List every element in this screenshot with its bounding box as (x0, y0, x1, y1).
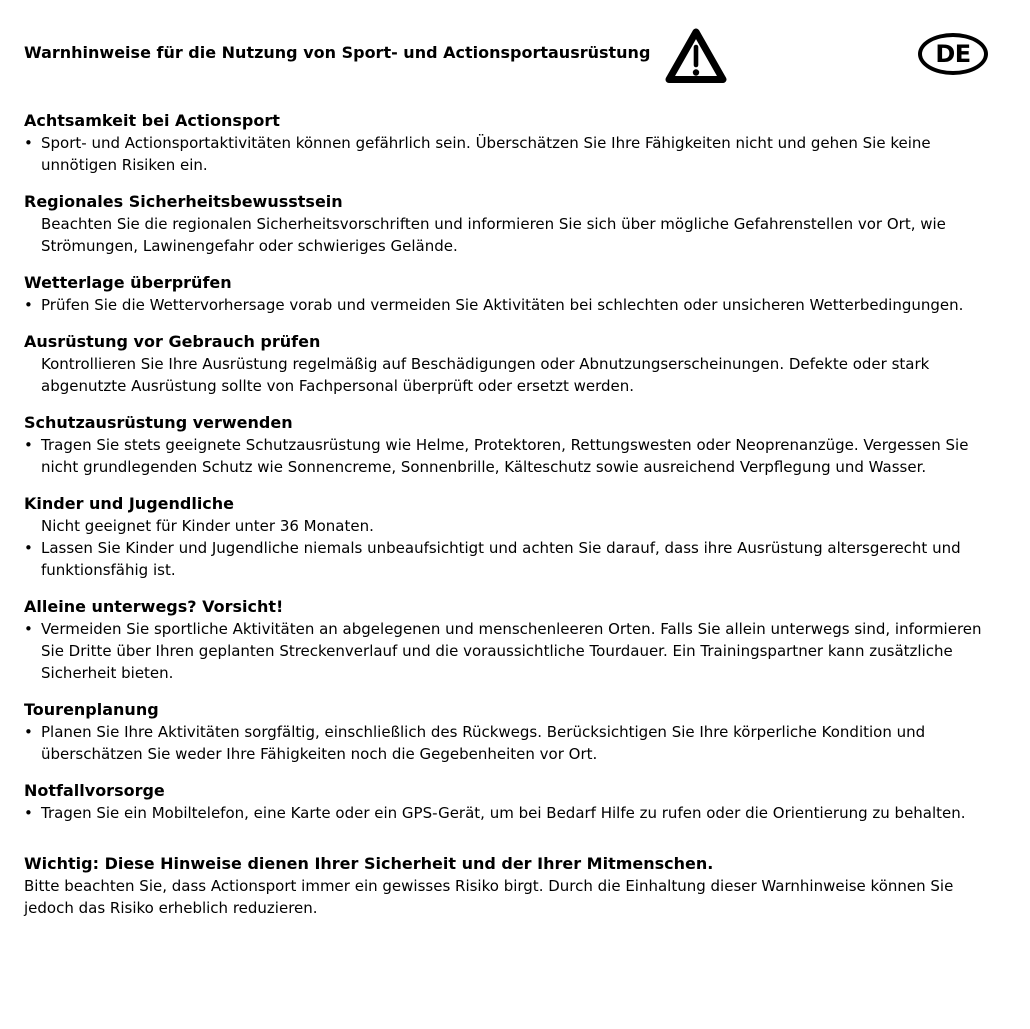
section-schutzausruestung-verwenden (24, 412, 1000, 478)
section-heading: Schutzausrüstung verwenden (24, 413, 293, 432)
list-item (24, 515, 1000, 537)
bullet-marker: • (24, 804, 33, 822)
language-badge-label: DE (935, 40, 971, 68)
item-text: Lassen Sie Kinder und Jugendliche niemals unbeaufsichtigt und achten Sie darauf, dass ihre Ausrüstung altersgerecht und funktionsfähig ist. (41, 539, 961, 579)
section-heading: Notfallvorsorge (24, 781, 165, 800)
section-notfallvorsorge (24, 780, 1000, 824)
list-item (24, 434, 1000, 478)
bullet-marker: • (24, 296, 33, 314)
section-achtsamkeit-bei-actionsport (24, 110, 1000, 176)
item-text: Nicht geeignet für Kinder unter 36 Monaten. (41, 517, 374, 535)
language-badge-oval (918, 33, 988, 75)
bullet-marker: • (24, 436, 33, 454)
warning-triangle-icon (665, 27, 727, 89)
section-ausruestung-vor-gebrauch-pruefen (24, 331, 1000, 397)
item-text: Planen Sie Ihre Aktivitäten sorgfältig, einschließlich des Rückwegs. Berücksichtigen Sie Ihre körperliche Kondition und überschätzen Sie weder Ihre Fähigkeiten noch die Gegebenheiten vor Ort. (41, 723, 926, 763)
section-heading: Alleine unterwegs? Vorsicht! (24, 597, 284, 616)
indent-spacer (24, 515, 41, 537)
list-item (24, 537, 1000, 581)
section-kinder-und-jugendliche (24, 493, 1000, 581)
section-heading: Tourenplanung (24, 700, 159, 719)
item-text: Sport- und Actionsportaktivitäten können gefährlich sein. Überschätzen Sie Ihre Fähigkeiten nicht und gehen Sie keine unnötigen Risiken ein. (41, 134, 931, 174)
section-heading: Ausrüstung vor Gebrauch prüfen (24, 332, 321, 351)
section-wetterlage-ueberpruefen (24, 272, 1000, 316)
warning-sections (24, 110, 1000, 824)
item-text: Beachten Sie die regionalen Sicherheitsvorschriften und informieren Sie sich über mögliche Gefahrenstellen vor Ort, wie Strömungen, Lawinengefahr oder schwieriges Gelände. (41, 215, 946, 255)
document-header (24, 27, 1000, 89)
item-text: Prüfen Sie die Wettervorhersage vorab und vermeiden Sie Aktivitäten bei schlechten oder unsicheren Wetterbedingungen. (41, 296, 964, 314)
item-text: Vermeiden Sie sportliche Aktivitäten an abgelegenen und menschenleeren Orten. Falls Sie allein unterwegs sind, informieren Sie Dritte über Ihren geplanten Streckenverlauf und die voraussichtliche Tourdauer. Ein Trainingspartner kann zusätzliche Sicherheit bieten. (41, 620, 982, 682)
closing-note (24, 853, 1000, 919)
item-text: Tragen Sie ein Mobiltelefon, eine Karte oder ein GPS-Gerät, um bei Bedarf Hilfe zu rufen oder die Orientierung zu behalten. (41, 804, 966, 822)
section-heading: Regionales Sicherheitsbewusstsein (24, 192, 343, 211)
list-item (24, 294, 1000, 316)
list-item (24, 353, 1000, 397)
list-item (24, 213, 1000, 257)
list-item (24, 802, 1000, 824)
section-heading: Achtsamkeit bei Actionsport (24, 111, 280, 130)
section-regionales-sicherheitsbewusstsein (24, 191, 1000, 257)
list-item (24, 618, 1000, 684)
list-item (24, 132, 1000, 176)
bullet-marker: • (24, 723, 33, 741)
indent-spacer (24, 353, 41, 397)
important-statement: Wichtig: Diese Hinweise dienen Ihrer Sicherheit und der Ihrer Mitmenschen. (24, 854, 714, 873)
section-heading: Kinder und Jugendliche (24, 494, 235, 513)
page-title: Warnhinweise für die Nutzung von Sport- und Actionsportausrüstung (24, 43, 651, 62)
section-tourenplanung (24, 699, 1000, 765)
bullet-marker: • (24, 539, 33, 557)
item-text: Kontrollieren Sie Ihre Ausrüstung regelmäßig auf Beschädigungen oder Abnutzungserscheinungen. Defekte oder stark abgenutzte Ausrüstung sollte von Fachpersonal überprüft oder ersetzt werden. (41, 355, 930, 395)
bullet-marker: • (24, 134, 33, 152)
list-item (24, 721, 1000, 765)
section-alleine-unterwegs-vorsicht (24, 596, 1000, 684)
item-text: Tragen Sie stets geeignete Schutzausrüstung wie Helme, Protektoren, Rettungswesten oder Neoprenanzüge. Vergessen Sie nicht grundlegenden Schutz wie Sonnencreme, Sonnenbrille, Kälteschutz sowie ausreichend Verpflegung und Wasser. (41, 436, 969, 476)
section-heading: Wetterlage überprüfen (24, 273, 232, 292)
closing-text: Bitte beachten Sie, dass Actionsport immer ein gewisses Risiko birgt. Durch die Einhaltung dieser Warnhinweise können Sie jedoch das Risiko erheblich reduzieren. (24, 877, 954, 917)
indent-spacer (24, 213, 41, 257)
bullet-marker: • (24, 620, 33, 638)
